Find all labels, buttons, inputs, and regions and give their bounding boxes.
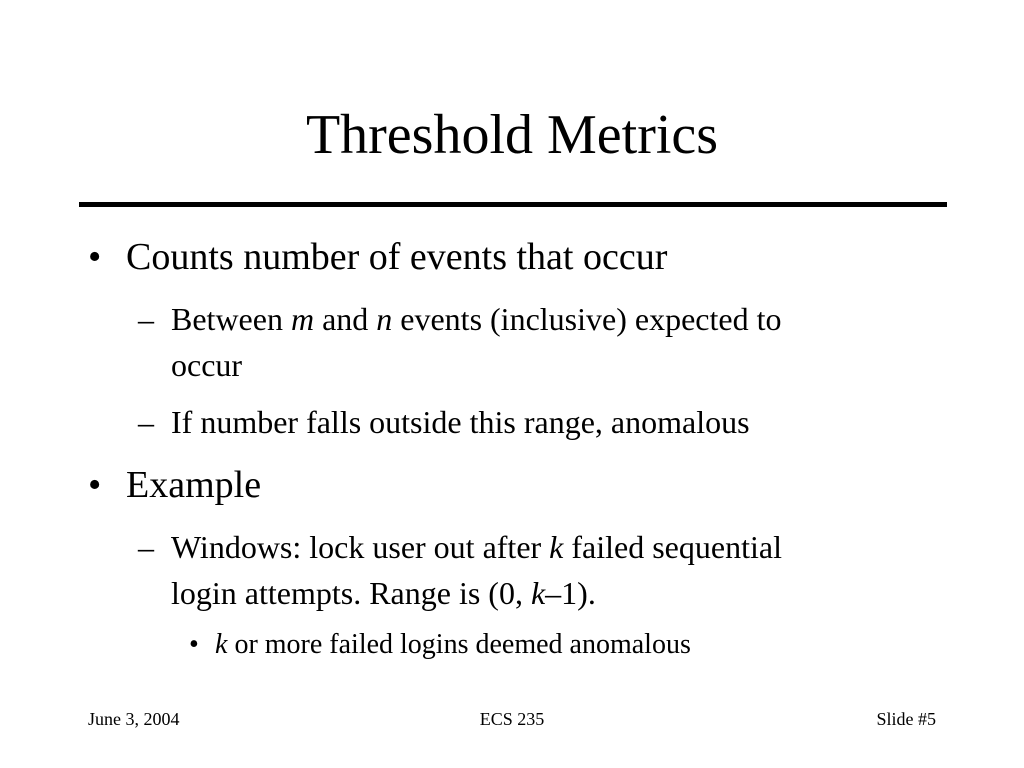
text-run: Between bbox=[171, 301, 291, 337]
bullet-glyph: • bbox=[88, 464, 102, 506]
dash-glyph: – bbox=[138, 404, 154, 440]
variable-k: k bbox=[549, 529, 564, 565]
sub-sub-bullet-text bbox=[215, 628, 691, 662]
sub-bullet-text bbox=[171, 298, 781, 340]
sub-bullet-text-line2 bbox=[171, 572, 596, 614]
text-run: or more failed logins deemed anomalous bbox=[227, 629, 691, 660]
text-run: and bbox=[314, 301, 377, 337]
bullet-text: Example bbox=[126, 464, 262, 506]
bullet-glyph: • bbox=[88, 236, 102, 278]
slide-title: Threshold Metrics bbox=[305, 104, 719, 166]
bullet-glyph: • bbox=[189, 629, 199, 660]
text-run: login attempts. Range is (0, bbox=[171, 575, 531, 611]
dash-glyph: – bbox=[138, 301, 154, 337]
footer-slide-number: Slide #5 bbox=[876, 709, 936, 729]
variable-k: k bbox=[215, 629, 228, 660]
text-run: –1). bbox=[545, 575, 596, 611]
footer-course: ECS 235 bbox=[479, 709, 545, 729]
sub-bullet-text: If number falls outside this range, anomalous bbox=[171, 404, 750, 440]
variable-n: n bbox=[376, 301, 393, 337]
sub-bullet-text bbox=[171, 526, 782, 568]
text-run: events (inclusive) expected to bbox=[392, 301, 782, 337]
text-run: Windows: lock user out after bbox=[171, 529, 550, 565]
title-divider bbox=[79, 202, 947, 207]
footer-date: June 3, 2004 bbox=[88, 709, 180, 729]
variable-k: k bbox=[530, 575, 546, 611]
bullet-text: Counts number of events that occur bbox=[126, 236, 668, 278]
variable-m: m bbox=[290, 301, 315, 337]
sub-bullet-text-line2: occur bbox=[171, 347, 243, 383]
dash-glyph: – bbox=[138, 529, 154, 565]
text-run: failed sequential bbox=[563, 529, 782, 565]
